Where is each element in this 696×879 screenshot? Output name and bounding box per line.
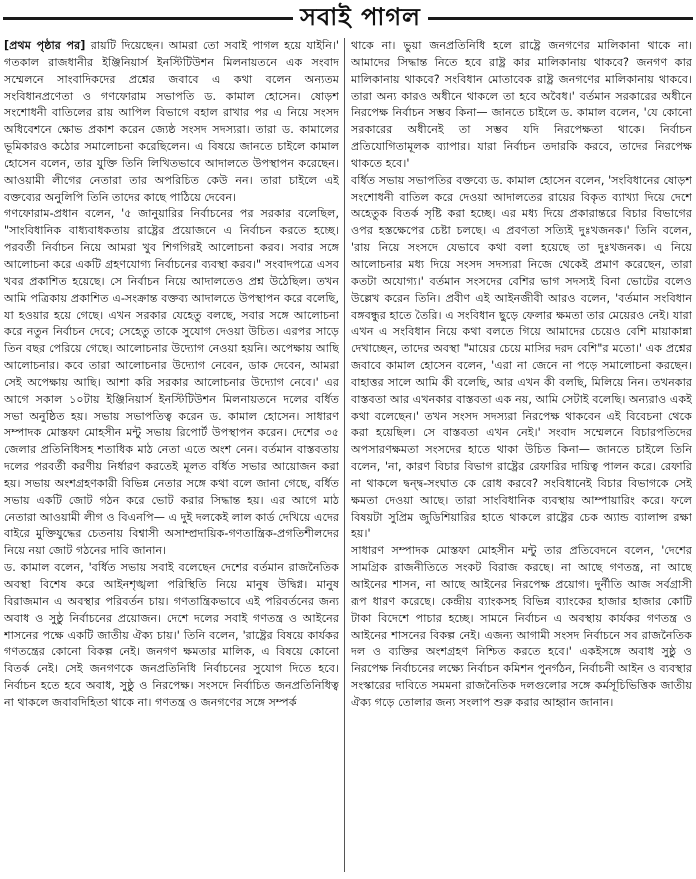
- article-column-left: [4, 38, 339, 876]
- continuation-label: [প্রথম পৃষ্ঠার পর]: [4, 39, 86, 52]
- article-title: সবাই পাগল: [300, 3, 421, 31]
- article-paragraph: গণফোরাম-প্রধান বলেন, '৫ জানুয়ারির নির্বাচনের পর সরকার বলেছিল, "সাংবিধানিক বাধ্যবাধকতায় রাষ্ট্রের প্রয়োজনে এ নির্বাচন করতে হচ্ছে। পরবর্তী নির্বাচন নিয়ে আমরা খুব শিগগিরই আলোচনা করব। সবার সঙ্গে আলোচনা করে একটি গ্রহণযোগ্য নির্বাচনের ব্যবস্থা করব।" সংবাদপত্রে এসব খবর প্রকাশিত হয়েছে। সে নির্বাচন নিয়ে আদালতেও প্রশ্ন উঠেছিল। তখন আমি পত্রিকায় প্রকাশিত এ-সংক্রান্ত বক্তব্য আদালতে উপস্থাপন করে বলেছি, যা হওয়ার হয়ে গেছে। এখন সরকার যেহেতু বলছে, সবার সঙ্গে আলোচনা করে নতুন নির্বাচন দেবে; সেহেতু তাকে সুযোগ দেওয়া উচিত। এরপর সাড়ে তিন বছর পেরিয়ে গেছে। আলোচনার উদ্যোগ নেওয়া হয়নি। অপেক্ষায় আছি আলোচনার। কবে তারা আলোচনার উদ্যোগ নেবেন, ডাক দেবেন, আমরা সেই অপেক্ষায় আছি। আশা করি সরকার আলোচনার উদ্যোগ নেবে।' এর আগে সকাল ১০টায় ইঞ্জিনিয়ার্স ইনস্টিটিউশন মিলনায়তনে দলের বর্ধিত সভা অনুষ্ঠিত হয়। সভায় সভাপতিত্ব করেন ড. কামাল হোসেন। সাধারণ সম্পাদক মোস্তফা মোহসীন মন্টু সভায় রিপোর্ট উপস্থাপন করেন। দেশের ৩৫ জেলার প্রতিনিধিসহ শতাধিক মাঠ নেতা এতে অংশ নেন। বর্তমান বাস্তবতায় দলের পরবর্তী করণীয় নির্ধারণ করতেই মূলত বর্ধিত সভার আয়োজন করা হয়। সভায় অংশগ্রহণকারী বিভিন্ন নেতার সঙ্গে কথা বলে জানা গেছে, বর্ধিত সভায় একটি জোট গঠন করে ভোট করার সিদ্ধান্ত হয়। এর আগে মাঠ নেতারা আওয়ামী লীগ ও বিএনপি— এ দুই দলকেই লাল কার্ড দেখিয়ে এদের বাইরে মুক্তিযুদ্ধের চেতনায় বিশ্বাসী অসাম্প্রদায়িক-গণতান্ত্রিক-প্রগতিশীলদের নিয়ে নয়া জোট গঠনের দাবি জানান।: [4, 207, 339, 558]
- article-header: [0, 0, 696, 34]
- paragraph-text: রায়টি দিয়েছেন। আমরা তো সবাই পাগল হয়ে যাইনি।' গতকাল রাজধানীর ইঞ্জিনিয়ার্স ইনস্টিটিউশন মিলনায়তনে এক সংবাদ সম্মেলনে সাংবাদিকদের প্রশ্নের জবাবে এ কথা বলেন অন্যতম সংবিধানপ্রণেতা ও গণফোরাম সভাপতি ড. কামাল হোসেন। ষোড়শ সংশোধনী বাতিলের রায় আপিল বিভাগে বহাল রাখার পর এ নিয়ে সংসদ অধিবেশনে ক্ষোভ প্রকাশ করেন জ্যেষ্ঠ সংসদ সদস্যরা। তারা ড. কামালের ভূমিকারও কঠোর সমালোচনা করেছিলেন। এ বিষয়ে জানতে চাইলে কামাল হোসেন বলেন, তার যুক্তি তিনি লিখিতভাবে আদালতে উপস্থাপন করেছেন। আওয়ামী লীগের নেতারা তার অপরিচিত কেউ নন। তারা চাইলে এই বক্তব্যের অনুলিপি তিনি তাদের কাছে পাঠিয়ে দেবেন।: [4, 39, 339, 204]
- article-paragraph: ড. কামাল বলেন, 'বর্ধিত সভায় সবাই বলেছেন দেশের বর্তমান রাজনৈতিক অবস্থা বিশেষ করে আইনশৃঙ্খলা পরিস্থিতি নিয়ে মানুষ উদ্বিগ্ন। মানুষ বিরাজমান এ অবস্থার পরিবর্তন চায়। গণতান্ত্রিকভাবে এই পরিবর্তনের জন্য অবাধ ও সুষ্ঠু নির্বাচনের প্রয়োজন। দেশে দলের সবাই গণতন্ত্র ও আইনের শাসনের পক্ষে একটি জাতীয় ঐক্য চায়।' তিনি বলেন, 'রাষ্ট্রের বিষয়ে কার্যকর গণতন্ত্রের কোনো বিকল্প নেই। জনগণ ক্ষমতার মালিক, এ বিষয়ে কোনো বিতর্ক নেই। সেই জনগণকে জনপ্রতিনিধি নির্বাচনের সুযোগ দিতে হবে। নির্বাচন হতে হবে অবাধ, সুষ্ঠু ও নিরপেক্ষ। সংসদে নির্বাচিত জনপ্রতিনিধিত্ব না থাকলে জবাবদিহিতা থাকে না। গণতন্ত্র ও জনগণের সঙ্গে সম্পর্ক: [4, 561, 339, 709]
- article-paragraph: থাকে না। ভুয়া জনপ্রতিনিধি হলে রাষ্ট্রে জনগণের মালিকানা থাকে না। আমাদের সিদ্ধান্ত নিতে হবে রাষ্ট্র কার মালিকানায় থাকবে? জনগণ কার মালিকানায় থাকবে? সংবিধান মোতাবেক রাষ্ট্র জনগণের মালিকানায় থাকবে। তারা অন্য কারও অধীনে থাকলে তা হবে অবৈধ।' বর্তমান সরকারের অধীনে নিরপেক্ষ নির্বাচন সম্ভব কিনা— জানতে চাইলে ড. কামাল বলেন, 'যে কোনো সরকারের অধীনেই তা সম্ভব যদি নিরপেক্ষতা থাকে। নির্বাচন প্রতিযোগিতামূলক ব্যাপার। যারা নির্বাচন তদারকি করবে, তাদের নিরপেক্ষ থাকতে হবে।': [351, 39, 692, 170]
- header-rule-right: [428, 17, 693, 20]
- article-paragraph: বর্ধিত সভায় সভাপতির বক্তব্যে ড. কামাল হোসেন বলেন, 'সংবিধানের ষোড়শ সংশোধনী বাতিল করে দেওয়া আদালতের রায়ের বিকৃত ব্যাখ্যা দিয়ে দেশে অহেতুক বিতর্ক সৃষ্টি করা হচ্ছে। এর মধ্য দিয়ে প্রকারান্তরে বিচার বিভাগের ওপর হস্তক্ষেপের চেষ্টা চলছে। এ প্রবণতা সত্যিই দুঃখজনক।' তিনি বলেন, 'রায় নিয়ে সংসদে যেভাবে কথা বলা হয়েছে তা দুঃখজনক। এ নিয়ে আলোচনার মধ্য দিয়ে সংসদ সদস্যরা নিজে থেকেই প্রমাণ করেছেন, তারা কতটা অযোগ্য।' বর্তমান সংসদের বেশির ভাগ সদস্যই বিনা ভোটের বলেও উল্লেখ করেন তিনি। প্রবীণ এই আইনজীবী আরও বলেন, 'বর্তমান সংবিধান বঙ্গবন্ধুর হাতে তৈরি। এ সংবিধান ছুড়ে ফেলার ক্ষমতা তার মেয়েরও নেই। যারা এখন এ সংবিধান নিয়ে কথা বলতে গিয়ে আমাদের চেয়েও বেশি মায়াকান্না দেখাচ্ছেন, তাদের অবস্থা "মায়ের চেয়ে মাসির দরদ বেশি"র মতো।' এক প্রশ্নের জবাবে কামাল হোসেন বলেন, 'এরা না জেনে না পড়ে সমালোচনা করছেন। বাহাত্তর সালে আমি কী বলেছি, আর এখন কী বলছি, মিলিয়ে নিন। তখনকার বাস্তবতা আর এখনকার বাস্তবতা এক নয়, আমি সেটাই বলেছি। অন্যরাও একই কথা বলেছেন।' তখন সংসদ সদস্যরা নিরপেক্ষ থাকবেন এই বিবেচনা থেকে করা হয়েছিল। সে বাস্তবতা এখন নেই।' সংবাদ সম্মেলনে বিচারপতিদের অপসারণক্ষমতা সংসদের হাতে থাকা উচিত কিনা— জানতে চাইলে তিনি বলেন, 'না, কারণ বিচার বিভাগ রাষ্ট্রের রেফারির দায়িত্ব পালন করে। রেফারি না থাকলে দ্বন্দ্ব-সংঘাত কে রোধ করবে? সংবিধানেই বিচার বিভাগকে সেই ক্ষমতা দেওয়া আছে। তারা সাংবিধানিক ব্যবস্থায় আম্পায়ারিং করে। ফলে বিষয়টা সুপ্রিম জুডিশিয়ারির হাতে থাকলে রাষ্ট্রের চেক অ্যান্ড ব্যালান্স রক্ষা হয়।': [351, 173, 692, 541]
- column-divider: [344, 38, 345, 872]
- header-rule-left: [3, 17, 293, 20]
- article-paragraph: সাধারণ সম্পাদক মোস্তফা মোহসীন মন্টু তার প্রতিবেদনে বলেন, 'দেশের সামগ্রিক রাজনীতিতে সংকট বিরাজ করছে। না আছে গণতন্ত্র, না আছে আইনের শাসন, না আছে আইনের নিরপেক্ষ প্রয়োগ। দুর্নীতি আজ সর্বগ্রাসী রূপ ধারণ করেছে। কেন্দ্রীয় ব্যাংকসহ বিভিন্ন ব্যাংকের হাজার হাজার কোটি টাকা বিদেশে পাচার হচ্ছে। সামনে নির্বাচন এ অবস্থায় কার্যকর গণতন্ত্র ও আইনের শাসনের বিকল্প নেই। এজন্য আগামী সংসদ নির্বাচনে সব রাজনৈতিক দল ও ব্যক্তির অংশগ্রহণ নিশ্চিত করতে হবে।' একইসঙ্গে অবাধ সুষ্ঠু ও নিরপেক্ষ নির্বাচনের লক্ষ্যে নির্বাচন কমিশন পুনর্গঠন, নির্বাচনী আইন ও ব্যবস্থার সংস্কারের দাবিতে সমমনা রাজনৈতিক দলগুলোর সঙ্গে কর্মসূচিভিত্তিক জাতীয় ঐক্য গড়ে তোলার জন্য সংলাপ শুরু করার আহ্বান জানান।: [351, 544, 692, 709]
- article-paragraph: [4, 38, 339, 206]
- article-column-right: [351, 38, 692, 876]
